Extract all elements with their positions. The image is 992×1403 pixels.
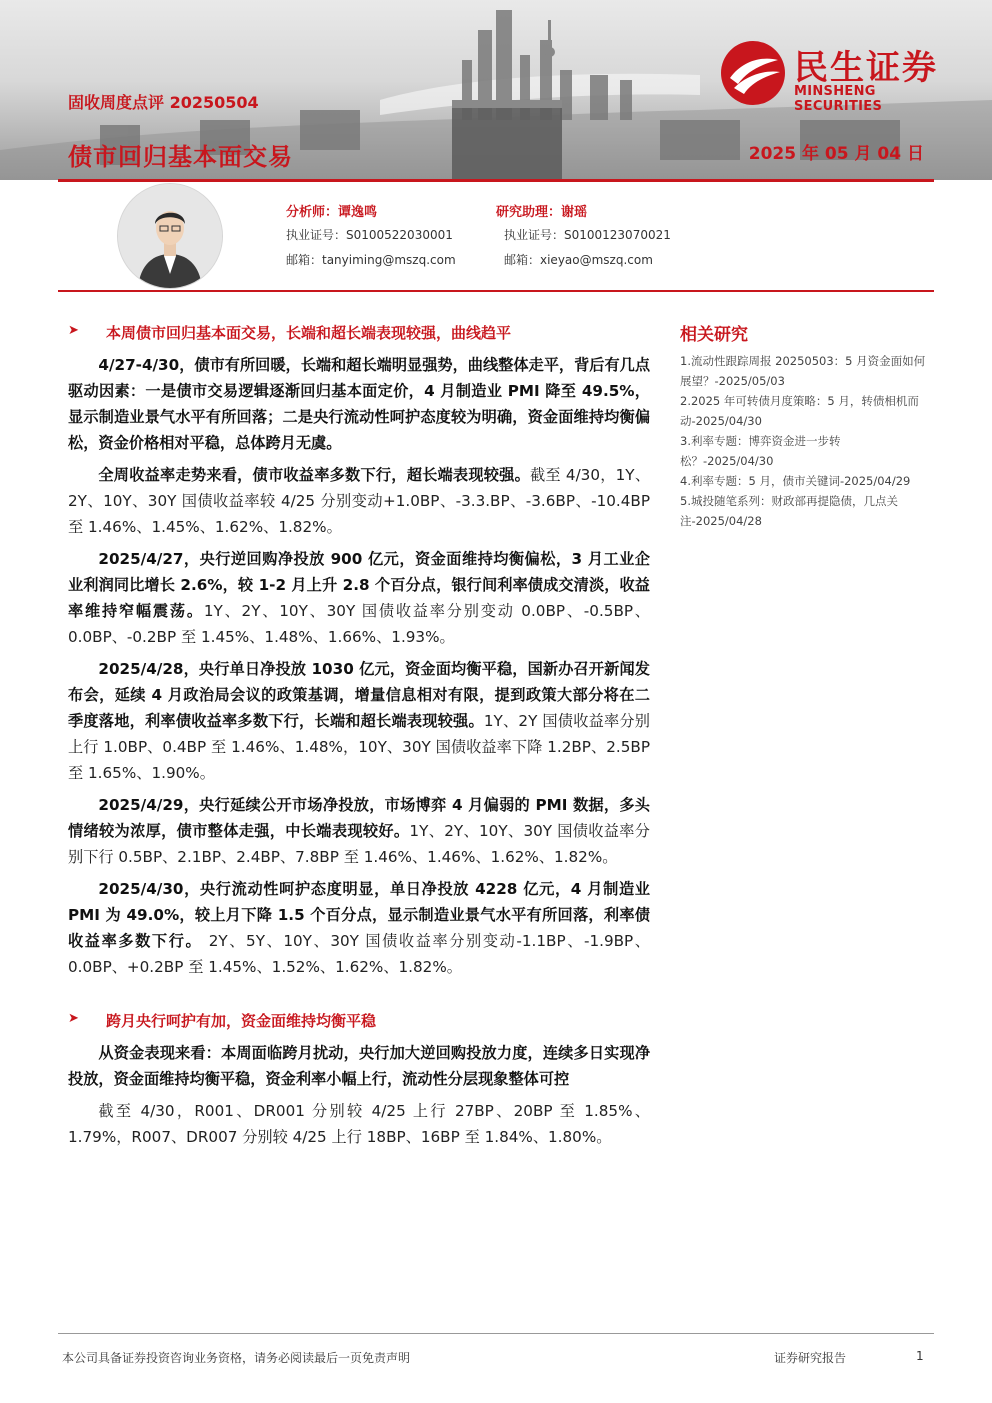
paragraph: 2025/4/27，央行逆回购净投放 900 亿元，资金面维持均衡偏松，3 月工业企业利润同比增长 2.6%，较 1-2 月上升 2.8 个百分点，银行间利率债成交清淡，收益率维持窄幅震荡。1Y、2Y、10Y、30Y 国债收益率分别变动 0.0BP、-0.5BP、0.0BP、-0.2BP 至 1.45%、1.48%、1.66%、1.93%。 xyxy=(68,550,650,646)
minsheng-logo xyxy=(718,38,968,114)
analyst-cert: 执业证号：S0100522030001 xyxy=(286,228,453,242)
related-research-sidebar xyxy=(680,320,930,531)
footer-report-type: 证券研究报告 xyxy=(774,1351,847,1365)
footer-divider xyxy=(58,1333,934,1334)
related-research-item[interactable]: 5.城投随笔系列：财政部再提隐债，几点关注-2025/04/28 xyxy=(680,494,898,528)
page-number: 1 xyxy=(916,1349,924,1363)
assistant-cert: 执业证号：S0100123070021 xyxy=(504,228,671,242)
related-research-item[interactable]: 2.2025 年可转债月度策略：5 月，转债相机而动-2025/04/30 xyxy=(680,394,919,428)
paragraph: 全周收益率走势来看，债市收益率多数下行，超长端表现较强。截至 4/30，1Y、2Y、10Y、30Y 国债收益率较 4/25 分别变动+1.0BP、-3.3.BP、-3.6BP、-10.4BP 至 1.46%、1.45%、1.62%、1.82%。 xyxy=(68,466,651,536)
paragraph: 2025/4/30，央行流动性呵护态度明显，单日净投放 4228 亿元，4 月制造业 PMI 为 49.0%，较上月下降 1.5 个百分点，显示制造业景气水平有所回落，利率债收益率多数下行。 2Y、5Y、10Y、30Y 国债收益率分别变动-1.1BP、-1.9BP、0.0BP、+0.2BP 至 1.45%、1.52%、1.62%、1.82%。 xyxy=(68,880,650,976)
logo-english-text: MINSHENG SECURITIES xyxy=(794,84,883,114)
section-heading: ➤ 跨月央行呵护有加，资金面维持均衡平稳 xyxy=(68,1011,377,1030)
paragraph: 4/27-4/30，债市有所回暖，长端和超长端明显强势，曲线整体走平，背后有几点驱动因素：一是债市交易逻辑逐渐回归基本面定价，4 月制造业 PMI 降至 49.5%，显示制造业景气水平有所回落；二是央行流动性呵护态度较为明确，资金面维持均衡偏松，资金价格相对平稳，总体跨月无虞。 xyxy=(68,356,651,452)
report-series: 固收周度点评 20250504 xyxy=(68,93,259,112)
footer-disclaimer: 本公司具备证券投资咨询业务资格，请务必阅读最后一页免责声明 xyxy=(62,1351,411,1365)
analyst-email[interactable]: 邮箱：tanyiming@mszq.com xyxy=(286,253,456,267)
main-content xyxy=(68,322,650,1156)
related-research-item[interactable]: 3.利率专题：博弈资金进一步转松？-2025/04/30 xyxy=(680,434,841,468)
analyst-photo xyxy=(117,183,223,289)
report-title: 债市回归基本面交易 xyxy=(68,143,293,171)
related-research-item[interactable]: 4.利率专题：5 月，债市关键词-2025/04/29 xyxy=(680,474,911,488)
sidebar-heading: 相关研究 xyxy=(680,325,748,345)
paragraph: 2025/4/28，央行单日净投放 1030 亿元，资金面均衡平稳，国新办召开新闻发布会，延续 4 月政治局会议的政策基调，增量信息相对有限，提到政策大部分将在二季度落地，利率债收益率多数下行，长端和超长端表现较强。1Y、2Y 国债收益率分别上行 1.0BP、0.4BP 至 1.46%、1.48%，10Y、30Y 国债收益率下降 1.2BP、2.5BP 至 1.65%、1.90%。 xyxy=(68,660,650,782)
minsheng-emblem-icon xyxy=(718,38,788,108)
logo-chinese-text: 民生证券 xyxy=(794,48,938,88)
paragraph: 截至 4/30，R001、DR001 分别较 4/25 上行 27BP、20BP 至 1.85%、1.79%，R007、DR007 分别较 4/25 上行 18BP、16BP 至 1.84%、1.80%。 xyxy=(68,1102,650,1146)
section-heading: ➤ 本周债市回归基本面交易，长端和超长端表现较强，曲线趋平 xyxy=(68,323,512,342)
assistant-role: 研究助理：谢瑶 xyxy=(496,205,588,220)
related-research-item[interactable]: 1.流动性跟踪周报 20250503：5 月资金面如何展望？-2025/05/03 xyxy=(680,354,926,388)
arrow-bullet-icon: ➤ xyxy=(68,323,79,338)
paragraph: 从资金表现来看：本周面临跨月扰动，央行加大逆回购投放力度，连续多日实现净投放，资金面维持均衡平稳，资金利率小幅上行，流动性分层现象整体可控 xyxy=(68,1044,650,1088)
author-divider xyxy=(58,290,934,292)
header-divider xyxy=(58,179,934,182)
arrow-bullet-icon: ➤ xyxy=(68,1011,79,1026)
paragraph: 2025/4/29，央行延续公开市场净投放，市场博弈 4 月偏弱的 PMI 数据，多头情绪较为浓厚，债市整体走强，中长端表现较好。1Y、2Y、10Y、30Y 国债收益率分别下行 0.5BP、2.1BP、2.4BP、7.8BP 至 1.46%、1.46%、1.62%、1.82%。 xyxy=(68,796,650,866)
report-date: 2025 年 05 月 04 日 xyxy=(748,144,924,164)
assistant-email[interactable]: 邮箱：xieyao@mszq.com xyxy=(504,253,653,267)
analyst-role: 分析师：谭逸鸣 xyxy=(286,205,378,220)
